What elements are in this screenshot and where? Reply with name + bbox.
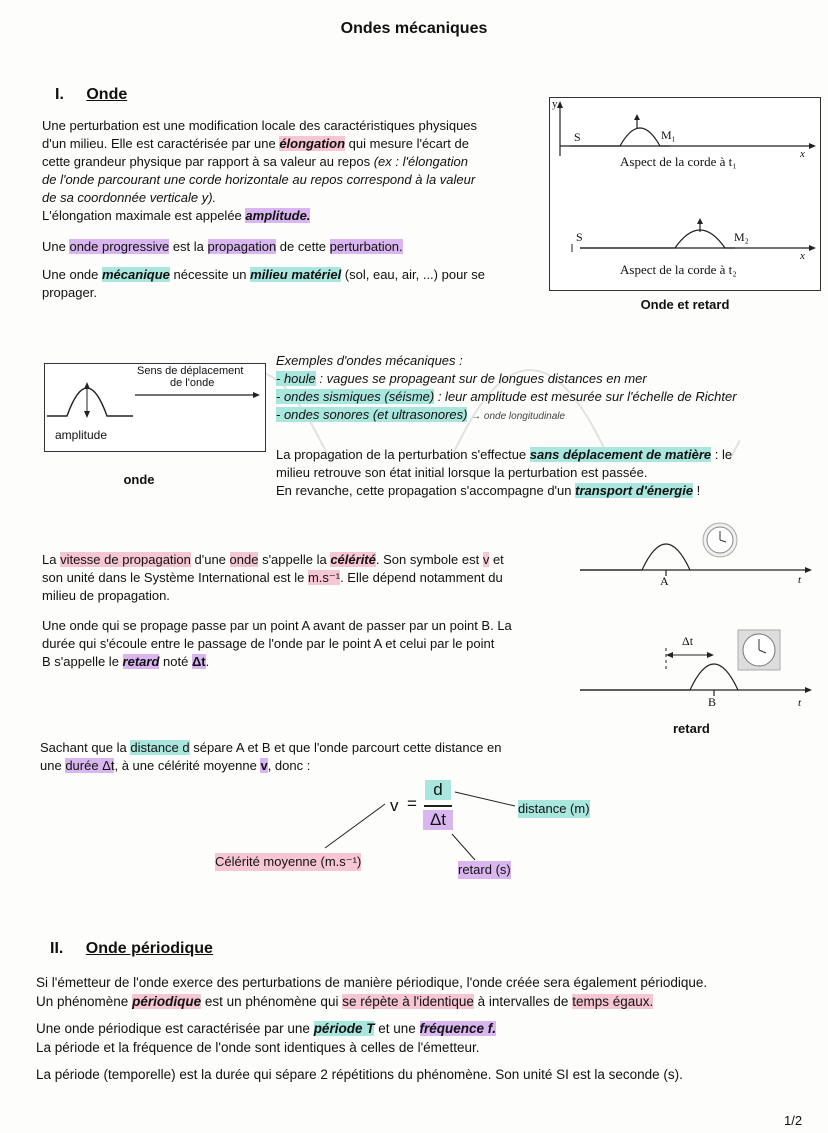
example-houle: - houle : vagues se propageant sur de longues distances en mer <box>276 371 647 386</box>
section-1-title: Onde <box>86 86 128 103</box>
retard-unit-label: retard (s) <box>458 862 511 877</box>
propagation-term: propagation <box>207 239 277 254</box>
retard-caption: retard <box>673 721 710 736</box>
onde-retard-figure <box>549 97 821 291</box>
point-a-label: A <box>660 574 669 588</box>
source-label-1: S <box>574 130 581 144</box>
y-axis-label: y <box>552 98 558 110</box>
perturbation-term: perturbation. <box>329 239 403 254</box>
section-2-title: Onde périodique <box>85 940 213 957</box>
section-2-heading <box>50 940 213 958</box>
p1-line5: de sa coordonnée verticale y). <box>42 190 217 205</box>
example-sismiques: - ondes sismiques (séisme) : leur amplitude est mesurée sur l'échelle de Richter <box>276 389 737 404</box>
mecanique-paragraph: Une onde mécanique nécessite un milieu matériel (sol, eau, air, ...) pour se propager. <box>42 267 485 300</box>
propagation-paragraph: La propagation de la perturbation s'effectue sans déplacement de matière : le milieu retrouve son état initial lorsque la perturbation est passée. En revanche, cette propagation s'accompagne d'un transport d'énergie ! <box>276 447 733 498</box>
p1-line4: de l'onde parcourant une corde horizontale au repos correspond à la valeur <box>42 172 476 187</box>
progressive-paragraph: Une onde progressive est la propagation de cette perturbation. <box>42 239 403 254</box>
retard-paragraph: Une onde qui se propage passe par un point A avant de passer par un point B. La durée qui s'écoule entre le passage de l'onde par le point A et celui par le point B s'appelle le retard noté Δt. <box>42 618 512 669</box>
caption-t2: Aspect de la corde à t₂ <box>620 262 737 277</box>
formula-equals: = <box>407 794 417 813</box>
mecanique-term: mécanique <box>102 267 170 282</box>
handwritten-note: → onde longitudinale <box>471 411 566 422</box>
frequence-term: fréquence f. <box>419 1021 497 1036</box>
perturbation-paragraph <box>42 117 537 225</box>
onde-retard-title: Onde et retard <box>640 297 730 312</box>
s2-line4: La période et la fréquence de l'onde sont identiques à celles de l'émetteur. <box>36 1040 480 1055</box>
formula-denominator: Δt <box>423 810 453 830</box>
example-sonores: - ondes sonores (et ultrasonores) → onde longitudinale <box>276 407 566 422</box>
transport-energie-term: transport d'énergie <box>575 483 694 498</box>
x-axis-label-1: x <box>800 148 805 160</box>
direction-label-2: de l'onde <box>170 377 215 389</box>
duree-term: durée Δt <box>65 758 115 773</box>
formula-v-symbol: v <box>390 796 399 815</box>
p1-line3: cette grandeur physique par rapport à sa valeur au repos (ex : l'élongation <box>42 154 468 169</box>
amplitude-label: amplitude <box>55 428 108 442</box>
source-label-2: S <box>576 230 583 244</box>
celerite-term: célérité <box>330 552 376 567</box>
distance-label: distance (m) <box>518 801 590 816</box>
celerite-paragraph: La vitesse de propagation d'une onde s'appelle la célérité. Son symbole est v et son unité dans le Système International est le m.s⁻¹. Elle dépend notamment du milieu de propagation. <box>42 552 504 603</box>
periode-term: période T <box>313 1021 375 1036</box>
formula-sentence: Sachant que la distance d sépare A et B et que l'onde parcourt cette distance en une durée Δt, à une célérité moyenne v, donc : <box>40 740 502 773</box>
p1-line1: Une perturbation est une modification locale des caractéristiques physiques <box>42 118 478 133</box>
m2-label: M₂ <box>734 230 749 244</box>
x-axis-label-2: x <box>800 250 805 262</box>
time-axis-label-1: t <box>798 574 802 586</box>
section-2-body <box>36 973 816 1084</box>
examples-title: Exemples d'ondes mécaniques : <box>276 353 463 368</box>
page-title: Ondes mécaniques <box>340 20 488 37</box>
onde-figure <box>44 363 266 452</box>
section-1-number: I. <box>55 86 64 103</box>
caption-t1: Aspect de la corde à t₁ <box>620 154 737 169</box>
formula-numerator: d <box>425 780 451 800</box>
delta-t-term: Δt <box>191 654 206 669</box>
examples-block <box>276 352 796 426</box>
temps-term: temps égaux. <box>572 994 654 1009</box>
section-2-number: II. <box>50 940 64 957</box>
unit-term: m.s⁻¹ <box>307 570 341 585</box>
distance-term: distance d <box>130 740 190 755</box>
point-b-label: B <box>708 695 717 709</box>
amplitude-term: amplitude. <box>245 208 311 223</box>
sans-deplacement-term: sans déplacement de matière <box>529 447 712 462</box>
elongation-term: élongation <box>279 136 346 151</box>
onde-caption: onde <box>123 472 155 487</box>
onde-progressive-term: onde progressive <box>69 239 170 254</box>
s2-line2: Un phénomène périodique est un phénomène qui se répète à l'identique à intervalles de temps égaux. <box>36 994 654 1009</box>
section-1-heading <box>55 86 127 104</box>
retard-term: retard <box>122 654 160 669</box>
milieu-term: milieu matériel <box>250 267 342 282</box>
page-number: 1/2 <box>784 1113 803 1128</box>
periodique-term: périodique <box>132 994 202 1009</box>
s2-line3: Une onde périodique est caractérisée par une période T et une fréquence f. <box>36 1021 497 1036</box>
delta-t-label: Δt <box>682 634 694 648</box>
direction-label-1: Sens de déplacement <box>137 365 244 377</box>
p1-line6: L'élongation maximale est appelée amplitude. <box>42 208 311 223</box>
p1-line2: d'un milieu. Elle est caractérisée par une élongation qui mesure l'écart de <box>42 136 469 151</box>
s2-line1: Si l'émetteur de l'onde exerce des perturbations de manière périodique, l'onde créée sera également périodique. <box>36 975 708 990</box>
s2-line5: La période (temporelle) est la durée qui sépare 2 répétitions du phénomène. Son unité SI est la seconde (s). <box>36 1067 683 1082</box>
time-retard-diagram <box>570 520 822 720</box>
repete-term: se répète à l'identique <box>342 994 474 1009</box>
time-axis-label-2: t <box>798 697 802 709</box>
vitesse-term: vitesse de propagation <box>60 552 191 567</box>
celerite-label: Célérité moyenne (m.s⁻¹) <box>215 854 362 869</box>
m1-label: M₁ <box>661 128 676 142</box>
